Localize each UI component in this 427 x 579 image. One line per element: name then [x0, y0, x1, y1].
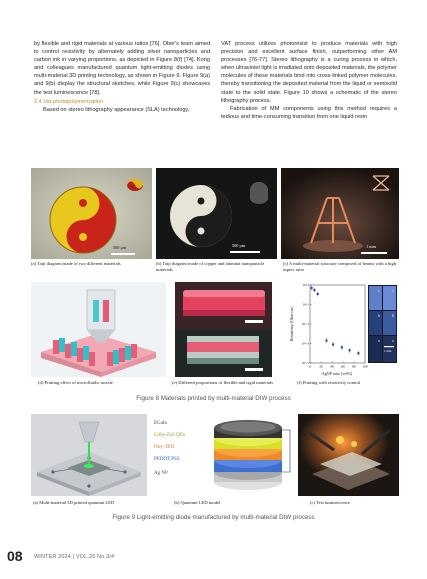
data-point: [349, 349, 351, 351]
section-heading: 2.4 Vat-photopolymerization: [34, 98, 104, 105]
paragraph: VAT process utilizes photoresist to produce materials with high precision and excellent surface finish, outperforming other AM processes [76-77]. Stereo lithography is a curing process in which, when ultraviolet light is irradiated onto deposited materials, the polymer molecules of these materials bind into cross-linked polymer molecules, thereby transitioning the deposited material from the liquid or semisolid state to the solid state. Figure 10 shows a schematic of the stereo lithography process.: [221, 41, 397, 104]
page-number: 08: [7, 548, 23, 564]
fig8c-caption: (c) A multi-material structure composed of beams with a high aspect ratio: [283, 261, 397, 272]
data-point: [317, 293, 319, 295]
inset-panel-label: b: [392, 314, 394, 318]
inset-panel-label: a: [378, 339, 380, 343]
x-tick-label: 20: [319, 364, 323, 369]
y-tick-label: 10^-3: [301, 341, 309, 346]
fig8b-caption: (b) Taiji diagram made of copper and alumina nanoparticle materials: [156, 261, 265, 272]
resistivity-chart: [287, 282, 399, 377]
inset-panel-label: c: [378, 289, 380, 293]
issue-info: WINTER 2024 | VOL.25 No.3/4: [34, 554, 115, 560]
paragraph: Based on stereo lithography appearance (SLA) technology,: [43, 106, 190, 113]
figure8-title: Figure 8 Materials printed by multi-material DIW process: [136, 395, 291, 402]
scalebar-label: 500 μm: [113, 245, 127, 250]
y-tick-label: 10^-1: [301, 322, 309, 327]
y-tick-label: 10^3: [302, 283, 309, 288]
text-column-right: [221, 40, 397, 121]
fig8d-caption: (d) Printing effect of microfluidic nozzle: [38, 380, 113, 385]
fig9a-image: [31, 414, 147, 496]
data-point: [332, 343, 334, 345]
layer-label: PEDOT:PSS: [154, 457, 180, 462]
fig9c-caption: (c) Test luminescence: [310, 500, 350, 505]
inset-photos: [368, 285, 397, 363]
x-tick-label: 60: [341, 364, 345, 369]
fig8e-image: [175, 282, 272, 377]
data-point: [326, 340, 328, 342]
x-tick-label: 40: [330, 364, 334, 369]
inset-panel-label: a: [392, 339, 394, 343]
inset-scalebar-label: 1 mm: [384, 349, 392, 353]
data-point: [357, 352, 359, 354]
x-tick-label: 0: [309, 364, 311, 369]
paragraph: by flexible and rigid materials at various ratios [76]. Ober's team aimed to control resistivity by alternately adding silver nanoparticles and carbon ink in varying proportions, as depicted in Figure 8(f) [74]. Kong and colleagues manufactured quantum light-emitting diodes using multi-material 3D printing technology, as shown in Figure 9. Figure 9(a) and 9(b) display the structural sketches, while Figure 9(c) showcases the test luminescence [78].: [34, 41, 210, 96]
layer-label: Poly-TPD: [154, 445, 175, 450]
fig8f-caption: (f) Printing with resistivity control: [297, 380, 361, 385]
paragraph: Fabrication of MM components using this method requires a tedious and time-consuming transition from one liquid resin: [221, 105, 397, 120]
figure9-title: Figure 9 Light-emitting diode manufactured by multi-material DIW process: [112, 514, 315, 521]
fig8b-image: [156, 168, 277, 259]
y-tick-label: 10^-5: [301, 361, 309, 366]
y-axis-label: Resistivity [Ohm·cm]: [289, 306, 294, 342]
layer-label: Ag NP: [154, 471, 168, 476]
fig9b-image: [150, 414, 295, 496]
fig8f-chart: [287, 282, 399, 377]
fig8d-image: [31, 282, 166, 377]
data-point: [313, 289, 315, 291]
fig9b-caption: (b) Quantum LED model: [174, 500, 221, 505]
inset-panel-label: c: [392, 289, 394, 293]
fig8a-image: [31, 168, 152, 259]
x-tick-label: 80: [352, 364, 356, 369]
y-tick-label: 10^1: [302, 302, 309, 307]
x-tick-label: 100: [362, 364, 368, 369]
fig9a-caption: (a) Multi-material 3D printed quantum LED: [33, 500, 115, 505]
data-point: [341, 346, 343, 348]
inset-panel-label: b: [378, 314, 380, 318]
layer-label: CdSe-ZnS QDs: [154, 433, 186, 438]
scalebar-label: 500 μm: [232, 243, 246, 248]
fig9c-image: [298, 414, 399, 496]
fig8a-caption: (a) Taiji diagram made of two different materials: [31, 261, 121, 266]
data-point: [311, 287, 313, 289]
text-column-left: [34, 40, 210, 114]
fig8c-image: [281, 168, 399, 259]
scalebar-label: 1 mm: [366, 244, 376, 249]
fig8e-caption: (e) Different proportions of flexible and rigid materials: [172, 380, 274, 385]
layer-label: EGaIn: [154, 421, 168, 426]
x-axis-label: AgNP ratio [vol%]: [321, 371, 353, 376]
